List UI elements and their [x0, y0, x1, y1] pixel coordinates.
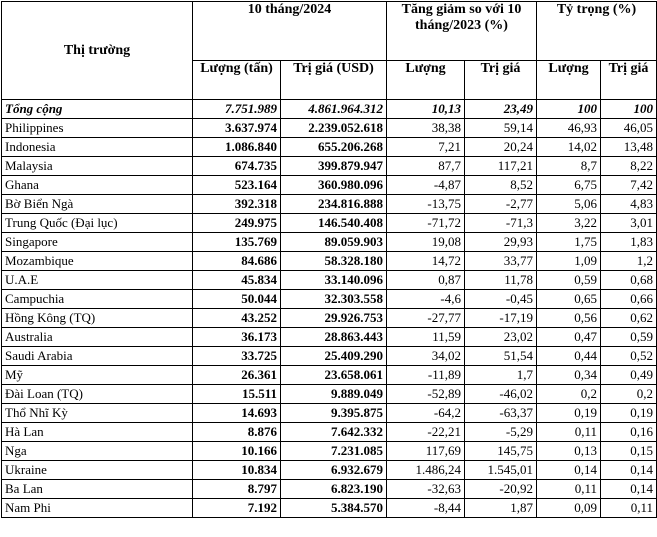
country-name: Mozambique — [2, 252, 193, 271]
country-share-volume: 3,22 — [537, 214, 601, 233]
country-value: 58.328.180 — [281, 252, 387, 271]
table-row — [2, 499, 657, 518]
country-volume: 10.834 — [193, 461, 281, 480]
country-change-volume: 11,59 — [387, 328, 465, 347]
country-volume: 523.164 — [193, 176, 281, 195]
country-change-value: 1,7 — [465, 366, 537, 385]
country-volume: 26.361 — [193, 366, 281, 385]
country-share-volume: 6,75 — [537, 176, 601, 195]
country-volume: 135.769 — [193, 233, 281, 252]
country-value: 7.642.332 — [281, 423, 387, 442]
country-value: 399.879.947 — [281, 157, 387, 176]
country-share-volume: 0,19 — [537, 404, 601, 423]
country-share-value: 1,83 — [601, 233, 657, 252]
country-share-value: 7,42 — [601, 176, 657, 195]
country-change-value: 59,14 — [465, 119, 537, 138]
country-change-volume: -8,44 — [387, 499, 465, 518]
country-share-volume: 46,93 — [537, 119, 601, 138]
country-change-value: 117,21 — [465, 157, 537, 176]
header-market: Thị trường — [2, 2, 193, 100]
country-share-volume: 0,11 — [537, 480, 601, 499]
country-name: Bờ Biển Ngà — [2, 195, 193, 214]
country-share-value: 4,83 — [601, 195, 657, 214]
total-row — [2, 100, 657, 119]
country-share-value: 0,62 — [601, 309, 657, 328]
country-change-volume: 34,02 — [387, 347, 465, 366]
country-share-volume: 5,06 — [537, 195, 601, 214]
country-share-volume: 1,75 — [537, 233, 601, 252]
country-change-value: -0,45 — [465, 290, 537, 309]
country-name: Malaysia — [2, 157, 193, 176]
country-name: Nam Phi — [2, 499, 193, 518]
country-value: 32.303.558 — [281, 290, 387, 309]
table-row — [2, 309, 657, 328]
country-change-volume: -64,2 — [387, 404, 465, 423]
country-change-value: 145,75 — [465, 442, 537, 461]
country-share-value: 0,52 — [601, 347, 657, 366]
country-volume: 10.166 — [193, 442, 281, 461]
country-name: Đài Loan (TQ) — [2, 385, 193, 404]
country-change-volume: -27,77 — [387, 309, 465, 328]
country-change-value: 29,93 — [465, 233, 537, 252]
country-value: 28.863.443 — [281, 328, 387, 347]
country-value: 7.231.085 — [281, 442, 387, 461]
total-value: 4.861.964.312 — [281, 100, 387, 119]
country-share-volume: 0,65 — [537, 290, 601, 309]
country-value: 234.816.888 — [281, 195, 387, 214]
country-change-value: 51,54 — [465, 347, 537, 366]
country-name: Indonesia — [2, 138, 193, 157]
country-change-value: -20,92 — [465, 480, 537, 499]
country-share-value: 1,2 — [601, 252, 657, 271]
table-row — [2, 157, 657, 176]
header-change-value: Trị giá — [465, 61, 537, 100]
country-volume: 33.725 — [193, 347, 281, 366]
country-share-value: 0,59 — [601, 328, 657, 347]
country-value: 655.206.268 — [281, 138, 387, 157]
country-change-value: 23,02 — [465, 328, 537, 347]
country-name: Ba Lan — [2, 480, 193, 499]
country-volume: 14.693 — [193, 404, 281, 423]
country-change-volume: -13,75 — [387, 195, 465, 214]
country-change-value: -71,3 — [465, 214, 537, 233]
country-change-value: 33,77 — [465, 252, 537, 271]
country-share-value: 0,14 — [601, 480, 657, 499]
table-row — [2, 423, 657, 442]
country-share-value: 0,66 — [601, 290, 657, 309]
country-share-value: 0,49 — [601, 366, 657, 385]
country-name: Campuchia — [2, 290, 193, 309]
country-volume: 15.511 — [193, 385, 281, 404]
country-value: 6.932.679 — [281, 461, 387, 480]
header-change: Tăng giảm so với 10 tháng/2023 (%) — [387, 2, 537, 61]
country-change-volume: 0,87 — [387, 271, 465, 290]
header-share: Tỷ trọng (%) — [537, 2, 657, 61]
country-volume: 3.637.974 — [193, 119, 281, 138]
country-change-volume: 117,69 — [387, 442, 465, 461]
table-row — [2, 271, 657, 290]
country-value: 33.140.096 — [281, 271, 387, 290]
country-volume: 674.735 — [193, 157, 281, 176]
country-value: 5.384.570 — [281, 499, 387, 518]
country-volume: 392.318 — [193, 195, 281, 214]
country-change-value: -5,29 — [465, 423, 537, 442]
country-change-volume: -4,6 — [387, 290, 465, 309]
country-share-volume: 1,09 — [537, 252, 601, 271]
table-row — [2, 233, 657, 252]
country-value: 360.980.096 — [281, 176, 387, 195]
total-label: Tổng cộng — [2, 100, 193, 119]
table-row — [2, 366, 657, 385]
country-share-volume: 0,47 — [537, 328, 601, 347]
country-name: Hà Lan — [2, 423, 193, 442]
country-share-volume: 0,34 — [537, 366, 601, 385]
country-value: 23.658.061 — [281, 366, 387, 385]
total-share-value: 100 — [601, 100, 657, 119]
country-volume: 84.686 — [193, 252, 281, 271]
country-change-value: -2,77 — [465, 195, 537, 214]
country-change-value: 1.545,01 — [465, 461, 537, 480]
country-volume: 8.797 — [193, 480, 281, 499]
country-change-volume: -22,21 — [387, 423, 465, 442]
country-volume: 249.975 — [193, 214, 281, 233]
header-volume: Lượng (tấn) — [193, 61, 281, 100]
table-row — [2, 404, 657, 423]
total-change-volume: 10,13 — [387, 100, 465, 119]
header-period: 10 tháng/2024 — [193, 2, 387, 61]
country-name: Singapore — [2, 233, 193, 252]
country-share-volume: 0,59 — [537, 271, 601, 290]
table-row — [2, 328, 657, 347]
country-change-volume: -11,89 — [387, 366, 465, 385]
country-value: 9.395.875 — [281, 404, 387, 423]
country-volume: 36.173 — [193, 328, 281, 347]
country-share-volume: 14,02 — [537, 138, 601, 157]
country-change-volume: -71,72 — [387, 214, 465, 233]
table-row — [2, 252, 657, 271]
country-name: Ukraine — [2, 461, 193, 480]
country-volume: 1.086.840 — [193, 138, 281, 157]
table-body — [2, 100, 657, 518]
country-value: 25.409.290 — [281, 347, 387, 366]
country-volume: 8.876 — [193, 423, 281, 442]
country-name: Thổ Nhĩ Kỳ — [2, 404, 193, 423]
country-share-volume: 0,11 — [537, 423, 601, 442]
country-volume: 7.192 — [193, 499, 281, 518]
country-change-value: 11,78 — [465, 271, 537, 290]
total-share-volume: 100 — [537, 100, 601, 119]
country-change-volume: 7,21 — [387, 138, 465, 157]
country-change-volume: 38,38 — [387, 119, 465, 138]
country-name: U.A.E — [2, 271, 193, 290]
country-share-value: 3,01 — [601, 214, 657, 233]
table-row — [2, 385, 657, 404]
country-change-volume: -32,63 — [387, 480, 465, 499]
country-share-volume: 8,7 — [537, 157, 601, 176]
header-share-volume: Lượng — [537, 61, 601, 100]
country-value: 6.823.190 — [281, 480, 387, 499]
country-change-volume: 87,7 — [387, 157, 465, 176]
table-row — [2, 347, 657, 366]
country-change-value: -46,02 — [465, 385, 537, 404]
country-share-value: 13,48 — [601, 138, 657, 157]
country-change-volume: -4,87 — [387, 176, 465, 195]
country-value: 9.889.049 — [281, 385, 387, 404]
country-name: Nga — [2, 442, 193, 461]
country-share-volume: 0,56 — [537, 309, 601, 328]
country-change-volume: 1.486,24 — [387, 461, 465, 480]
country-share-value: 0,2 — [601, 385, 657, 404]
country-share-value: 0,11 — [601, 499, 657, 518]
country-share-value: 0,16 — [601, 423, 657, 442]
table-row — [2, 214, 657, 233]
table-row — [2, 138, 657, 157]
country-name: Trung Quốc (Đại lục) — [2, 214, 193, 233]
export-table — [1, 1, 657, 518]
country-name: Philippines — [2, 119, 193, 138]
country-share-volume: 0,13 — [537, 442, 601, 461]
total-volume: 7.751.989 — [193, 100, 281, 119]
country-value: 146.540.408 — [281, 214, 387, 233]
country-share-volume: 0,44 — [537, 347, 601, 366]
country-change-value: 20,24 — [465, 138, 537, 157]
table-row — [2, 290, 657, 309]
header-change-volume: Lượng — [387, 61, 465, 100]
country-value: 29.926.753 — [281, 309, 387, 328]
country-share-volume: 0,14 — [537, 461, 601, 480]
table-row — [2, 461, 657, 480]
country-change-volume: 14,72 — [387, 252, 465, 271]
country-share-value: 0,19 — [601, 404, 657, 423]
country-name: Australia — [2, 328, 193, 347]
country-volume: 45.834 — [193, 271, 281, 290]
country-change-volume: 19,08 — [387, 233, 465, 252]
header-share-value: Trị giá — [601, 61, 657, 100]
country-share-value: 8,22 — [601, 157, 657, 176]
country-change-value: 8,52 — [465, 176, 537, 195]
country-change-value: -63,37 — [465, 404, 537, 423]
table-row — [2, 195, 657, 214]
country-name: Ghana — [2, 176, 193, 195]
country-volume: 43.252 — [193, 309, 281, 328]
country-share-value: 0,15 — [601, 442, 657, 461]
country-change-value: 1,87 — [465, 499, 537, 518]
table-row — [2, 119, 657, 138]
country-name: Hồng Kông (TQ) — [2, 309, 193, 328]
country-name: Mỹ — [2, 366, 193, 385]
country-share-value: 0,14 — [601, 461, 657, 480]
country-share-volume: 0,09 — [537, 499, 601, 518]
country-value: 89.059.903 — [281, 233, 387, 252]
country-value: 2.239.052.618 — [281, 119, 387, 138]
table-row — [2, 176, 657, 195]
table-row — [2, 480, 657, 499]
total-change-value: 23,49 — [465, 100, 537, 119]
country-name: Saudi Arabia — [2, 347, 193, 366]
header-value: Trị giá (USD) — [281, 61, 387, 100]
country-share-value: 0,68 — [601, 271, 657, 290]
country-change-value: -17,19 — [465, 309, 537, 328]
country-share-value: 46,05 — [601, 119, 657, 138]
country-change-volume: -52,89 — [387, 385, 465, 404]
table-row — [2, 442, 657, 461]
country-share-volume: 0,2 — [537, 385, 601, 404]
country-volume: 50.044 — [193, 290, 281, 309]
